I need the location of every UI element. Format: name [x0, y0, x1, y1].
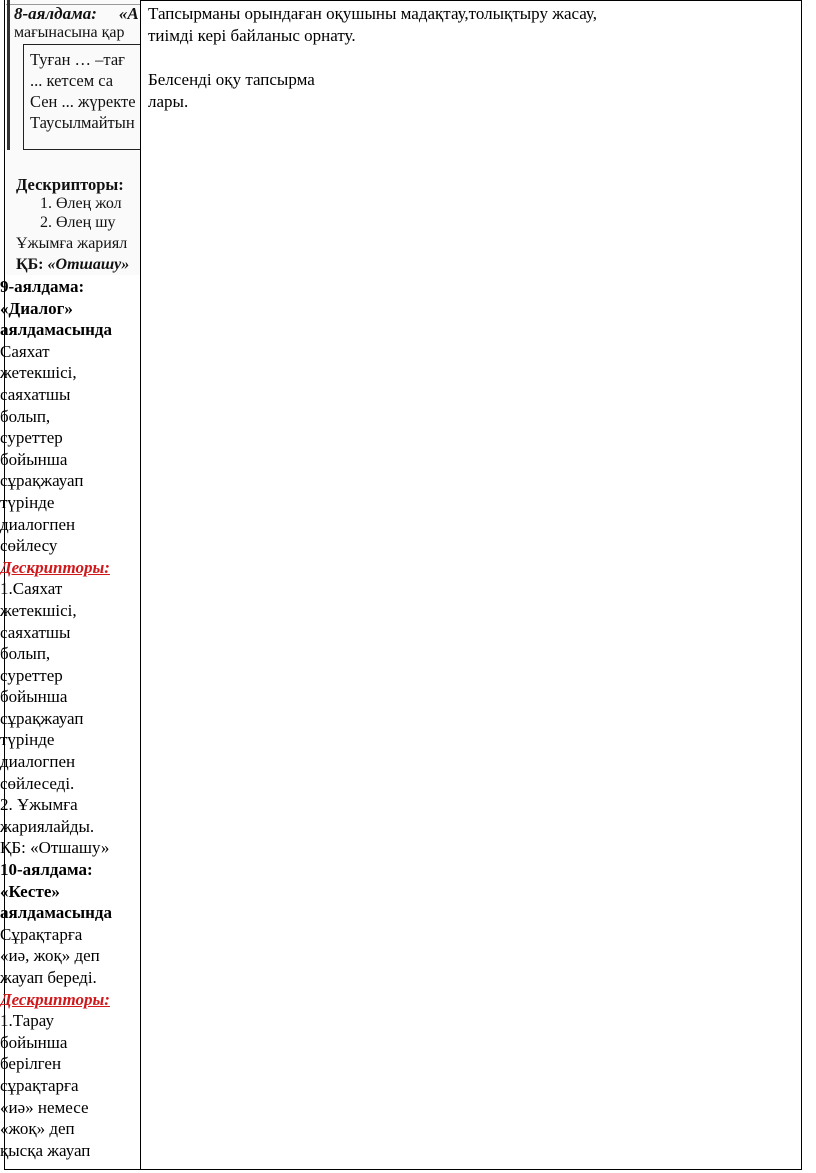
scan-poem-line: Таусылмайтын — [30, 113, 135, 132]
feedback-text-line: тиімді кері байланыс орнату. — [148, 26, 356, 45]
left-text-line: бойынша — [0, 687, 68, 707]
descriptors-label: Дескрипторы: — [0, 989, 110, 1009]
left-text-line: түрінде — [0, 730, 55, 750]
descriptors-label: Дескрипторы: — [0, 557, 110, 577]
scan-group-line: Ұжымға жариял — [16, 235, 128, 252]
scan-kb-value: «Отшашу» — [47, 256, 130, 273]
scan-poem-line: Туған … –тағ — [30, 50, 125, 69]
left-text-line: болып, — [0, 406, 51, 426]
active-learning-text-line: Белсенді оқу тапсырма — [148, 70, 315, 89]
left-text-line: 2. Ұжымға — [0, 795, 78, 815]
left-text-line: саяхатшы — [0, 384, 71, 404]
left-text-line: саяхатшы — [0, 622, 71, 642]
left-text-line: суреттер — [0, 665, 63, 685]
left-text-line: сұрақжауап — [0, 471, 84, 491]
left-text-line: диалогпен — [0, 752, 76, 772]
left-text-line: бойынша — [0, 1032, 68, 1052]
left-text-line: жетекшісі, — [0, 363, 77, 383]
left-text-line: сұрақжауап — [0, 708, 84, 728]
left-text-line: 9-аялдама: — [0, 277, 85, 296]
table-border-bottom — [4, 1169, 802, 1170]
left-text-line: сұрақтарға — [0, 1075, 79, 1095]
left-text-line: Сұрақтарға — [0, 924, 83, 944]
left-column-text — [0, 276, 134, 1161]
left-text-line: сөйлесу — [0, 536, 58, 556]
left-text-line: 1.Саяхат — [0, 579, 63, 599]
left-text-line: «Диалог» — [0, 298, 73, 318]
embedded-scanned-image — [6, 0, 140, 275]
left-text-line: 10-аялдама: — [0, 860, 93, 880]
active-learning-text-line: лары. — [148, 92, 189, 111]
left-text-line: Саяхат — [0, 341, 50, 361]
right-column-text — [148, 3, 788, 113]
left-text-line: аялдамасында — [0, 320, 113, 340]
scan-left-bar — [7, 0, 10, 150]
scan-subtitle: мағынасына қар — [14, 24, 125, 41]
left-text-line: диалогпен — [0, 514, 76, 534]
column-divider — [140, 0, 141, 1170]
left-text-line: «жоқ» деп — [0, 1119, 75, 1139]
scan-assessment-line — [16, 256, 129, 274]
scan-descriptor-item: 1. Өлең жол — [40, 195, 122, 212]
left-text-line: ҚБ: «Отшашу» — [0, 838, 110, 858]
left-text-line: «иә, жоқ» деп — [0, 946, 100, 966]
left-text-line: 1.Тарау — [0, 1011, 54, 1031]
left-text-line: жетекшісі, — [0, 600, 77, 620]
scan-descriptors-heading: Дескрипторы: — [16, 175, 124, 194]
scan-heading-quote: «А — [118, 4, 139, 23]
scan-kb-label: ҚБ: — [16, 256, 44, 273]
left-text-line: сөйлеседі. — [0, 773, 75, 793]
left-text-line: жариялайды. — [0, 816, 95, 836]
scan-heading-stop: 8-аялдама: — [14, 4, 97, 23]
scan-heading — [14, 4, 139, 24]
left-text-line: «Кесте» — [0, 881, 60, 901]
feedback-text-line: Тапсырманы орындаған оқушыны мадақтау,толықтыру жасау, — [148, 4, 597, 23]
table-border-right — [801, 0, 802, 1170]
scan-poem-line: ... кетсем са — [30, 71, 114, 90]
scan-poem-line: Сен ... жүректе — [30, 92, 136, 111]
left-text-line: жауап береді. — [0, 968, 97, 987]
descriptors-heading — [0, 557, 134, 579]
scan-descriptor-item: 2. Өлең шу — [40, 214, 116, 231]
left-text-line: түрінде — [0, 492, 55, 512]
paragraph-gap — [148, 47, 788, 69]
left-text-line: суреттер — [0, 428, 63, 448]
table-border-top — [140, 0, 802, 1]
descriptors-heading — [0, 989, 134, 1011]
left-text-line: берілген — [0, 1054, 62, 1074]
left-text-line: болып, — [0, 644, 51, 664]
left-text-line: аялдамасында — [0, 903, 113, 923]
left-text-line: бойынша — [0, 449, 68, 469]
left-text-line: қысқа жауап — [0, 1140, 91, 1160]
left-text-line: «иә» немесе — [0, 1097, 89, 1117]
